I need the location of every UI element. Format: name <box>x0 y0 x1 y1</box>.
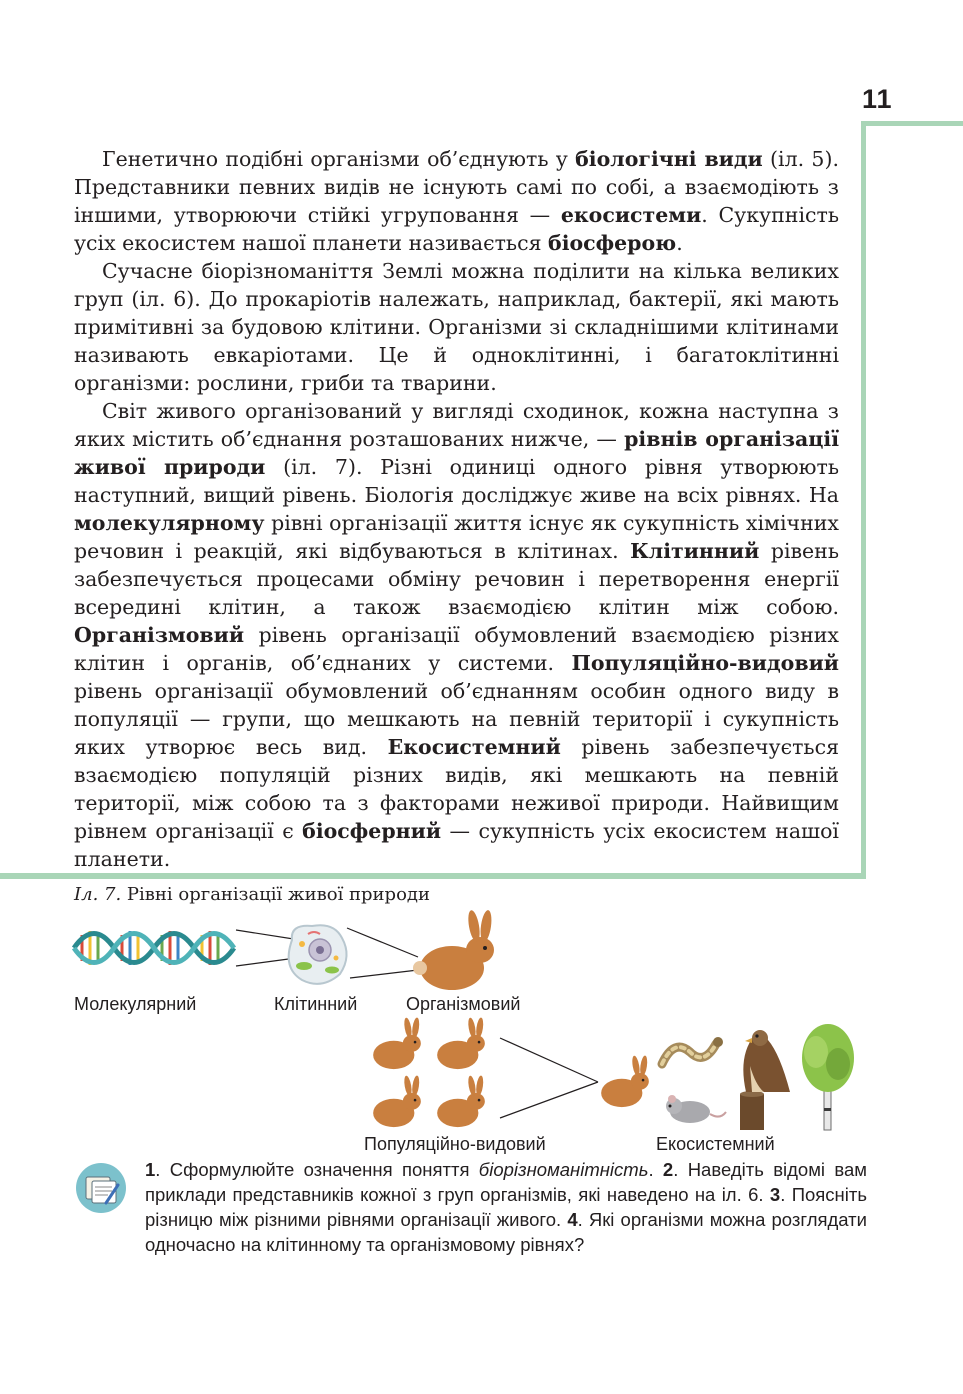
label-cellular: Клітинний <box>274 994 358 1014</box>
rabbit-icon <box>432 1074 490 1130</box>
questions-text: 1. Сформулюйте означення поняття біорізноманітність. 2. Наведіть відомі вам приклади представників кожної з груп організмів, які наведено на іл. 6. 3. Поясніть різницю між різними рівнями організації живого. 4. Які організми можна розглядати одночасно на клітинному та організмовому рівнях? <box>145 1159 867 1255</box>
rabbit-icon <box>368 1074 426 1130</box>
snake-icon <box>656 1030 726 1074</box>
tree-icon <box>798 1018 858 1130</box>
rabbit-icon <box>412 910 502 992</box>
label-population: Популяційно-видовий <box>364 1134 546 1154</box>
paragraph-3: Світ живого організований у вигляді сходинок, кожна наступна з яких містить об’єднання розташованих нижче, — рівнів організації живої природи (іл. 7). Різні одиниці одного рівня утворюють наступний, вищий рівень. Біологія досліджує живе на всіх рівнях. На молекулярному рівні організації життя існує як сукупність хімічних речовин і реакцій, які відбуваються в клітинах. Клітинний рівень забезпечується процесами обміну речовин і перетворення енергії всередині клітин, а також взаємодією клітин між собою. Організмовий рівень організації обумовлений взаємодією різних клітин і органів, об’єднаних у системи. Популяційно-видовий рівень організації обумовлений об’єднанням особин одного виду в популяції — групи, що мешкають на певній території і сукупність яких утворює весь вид. Екосистемний рівень забезпечується взаємодією популяцій різних видів, які мешкають на певній території, між собою та з факторами неживої природи. Найвищим рівнем організації є біосферний — сукупність усіх екосистем нашої планети. <box>74 399 839 871</box>
mouse-icon <box>658 1090 728 1126</box>
paragraph-2: Сучасне біорізноманіття Землі можна поділити на кілька великих груп (іл. 6). До прокаріотів належать, наприклад, бактерії, які мають примітивні за будовою клітини. Організми зі складнішими клітинами називають евкаріотами. Це й одноклітинні, і багатоклітинні організми: рослини, гриби та тварини. <box>74 259 839 395</box>
rabbit-icon <box>368 1016 426 1072</box>
questions-icon <box>76 1163 126 1213</box>
rabbit-icon <box>432 1016 490 1072</box>
page-number: 11 <box>862 84 893 114</box>
label-organism: Організмовий <box>406 994 521 1014</box>
figure-caption-text: Рівні організації живої природи <box>121 884 430 905</box>
hawk-icon <box>730 1026 800 1130</box>
paragraph-1: Генетично подібні організми об’єднують у біологічні види (іл. 5). Представники певних видів не існують самі по собі, а взаємодіють з іншими, утворюючи стійкі угруповання — екосистеми. Сукупність усіх екосистем нашої планети називається біосферою. <box>74 147 839 255</box>
label-ecosystem: Екосистемний <box>656 1134 775 1154</box>
rabbit-icon <box>596 1054 654 1110</box>
cell-image <box>282 920 352 988</box>
figure-caption-prefix: Іл. 7. <box>74 884 122 905</box>
label-molecular: Молекулярний <box>74 994 197 1014</box>
